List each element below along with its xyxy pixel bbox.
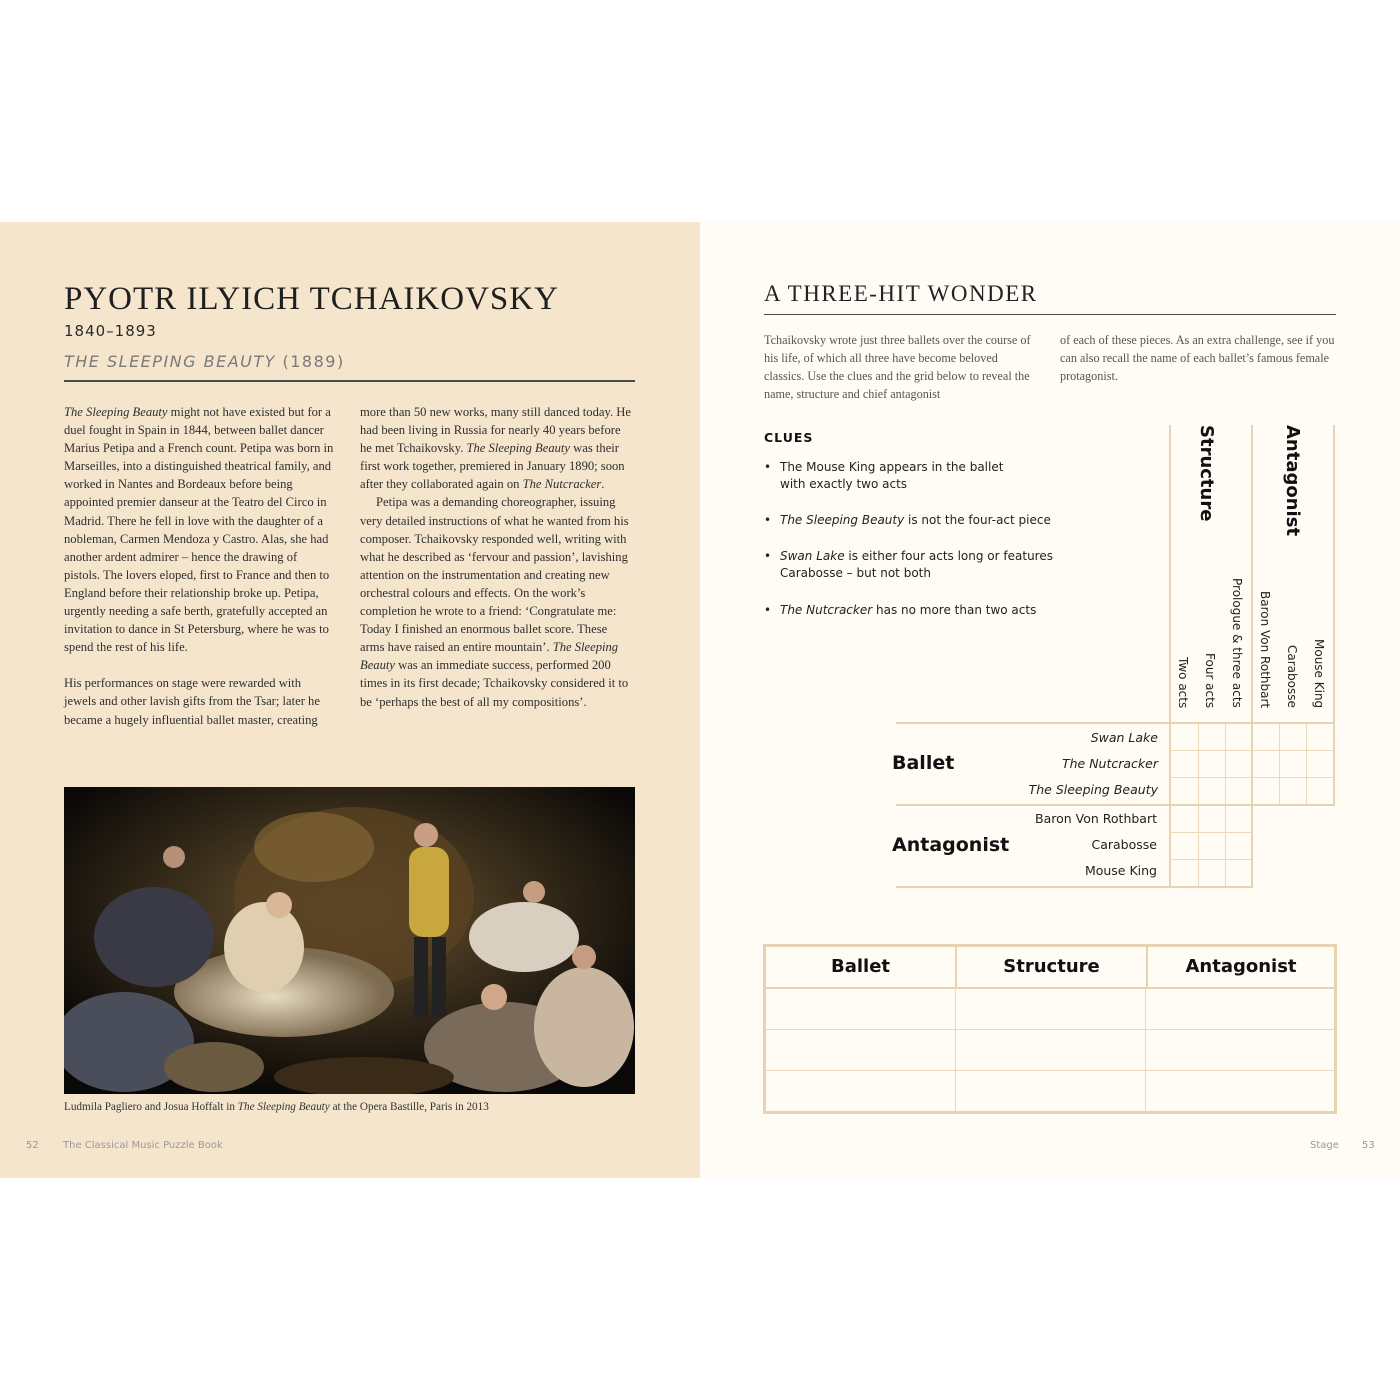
grid-divider [1333,425,1335,805]
work-year: (1889) [282,352,345,371]
composer-title: PYOTR ILYICH TCHAIKOVSKY [64,281,559,317]
clue-4: • The Nutcracker has no more than two acts [764,603,1037,617]
answer-cell[interactable] [766,989,956,1029]
answer-cell[interactable] [1146,1071,1334,1111]
row-label-nutcracker: The Nutcracker [1061,756,1158,771]
right-page-number: 53 [1362,1140,1375,1151]
row-label-sleeping-beauty: The Sleeping Beauty [1028,782,1158,797]
intro-column-2: of each of these pieces. As an extra challenge, see if you can also recall the name of each ballet’s famous female protagonist. [1060,333,1335,384]
grid-cell-line [1198,724,1199,804]
answer-cell[interactable] [1146,1030,1334,1070]
grid-divider [1251,425,1253,887]
structure-column-header: Structure [1196,425,1217,522]
paragraph-text: might not have existed but for a duel fought in Spain in 1844, between ballet dancer Marius Petipa and a French count. Petipa was born in Marseilles, into a distinguished theatrical family, and worked in Nantes and Bordeaux before being appointed premier danseur at the Teatro del Circo in Madrid. There he fell in love with the daughter of a nobleman, Carmen Mendoza y Castro. Alas, she had another ardent admirer – hence the drawing of pistols. The lovers eloped, first to France and then to England before their relationship broke up. Petipa, urgently needing a safe berth, gratefully accepted an invitation to dance in St Petersburg, where he was to spend the rest of his life. [64,405,334,655]
ballet-photo [64,787,635,1094]
grid-rule [896,886,1253,888]
left-page-number: 52 [26,1140,39,1151]
grid-rule [896,804,1335,806]
answer-header-ballet: Ballet [766,947,957,987]
col-label-carabosse: Carabosse [1285,645,1299,708]
grid-cell-line [1171,832,1251,833]
grid-cell-line [1198,806,1199,886]
work-heading [64,352,345,371]
col-label-baron-von-rothbart: Baron Von Rothbart [1258,590,1272,708]
row-label-carabosse: Carabosse [1091,837,1157,852]
grid-cell-line [1225,806,1226,886]
answer-cell[interactable] [956,1030,1146,1070]
answer-row [766,989,1334,1030]
paragraph: more than 50 new works, many still danced today. He had been living in Russia for nearly 40 years before he met Tchaikovsky. The Sleeping Beauty was their first work together, premiered in January 1890; soon after they collaborated again on The Nutcracker. [360,405,631,492]
grid-cell-line [1171,777,1333,778]
italic-title: The Sleeping Beauty [64,405,168,419]
work-title: THE SLEEPING BEAUTY [64,352,276,371]
antagonist-row-header: Antagonist [892,834,1010,856]
answer-table-header [766,947,1334,989]
ballet-scene-illustration [64,787,635,1094]
row-label-baron-von-rothbart: Baron Von Rothbart [1035,811,1157,826]
grid-cell-line [1306,724,1307,804]
left-column-1 [64,403,336,729]
grid-cell-line [1171,750,1333,751]
right-running-title: Stage [1310,1140,1339,1151]
composer-dates: 1840–1893 [64,322,157,340]
col-label-mouse-king: Mouse King [1312,638,1326,708]
answer-header-structure: Structure [957,947,1148,987]
grid-cell-line [1225,724,1226,804]
photo-caption: Ludmila Pagliero and Josua Hoffalt in The Sleeping Beauty at the Opera Bastille, Paris in 2013 [64,1101,489,1113]
grid-divider [1169,425,1171,887]
col-label-four-acts: Four acts [1203,652,1217,708]
paragraph: His performances on stage were rewarded with jewels and other lavish gifts from the Tsar; later he became a hugely influential ballet master, creating [64,676,320,727]
title-rule [64,380,635,382]
intro-column-1: Tchaikovsky wrote just three ballets over the course of his life, of which all three have become beloved classics. Use the clues and the grid below to reveal the name, structure and chief antagonist [764,333,1031,402]
puzzle-title-rule [764,314,1336,315]
answer-row [766,1071,1334,1111]
answer-cell[interactable] [766,1030,956,1070]
row-label-mouse-king: Mouse King [1084,863,1157,878]
grid-cell-line [1279,724,1280,804]
paragraph: Petipa was a demanding choreographer, issuing very detailed instructions of what he wanted from his composer. Tchaikovsky responded well, writing with what he described as ‘fervour and passion’, lavishing attention on the instrumentation and creating new orchestral colours and effects. On the work’s completion he wrote to a friend: ‘Congratulate me: Today I finished an enormous ballet score. These arms have raised an entire mountain’. The Sleeping Beauty was an immediate success, performed 200 times in its first decade; Tchaikovsky considered it to be ‘perhaps the best of all my compositions’. [360,495,629,709]
puzzle-title: A THREE-HIT WONDER [764,281,1038,306]
grid-rule [896,722,1335,724]
left-running-title: The Classical Music Puzzle Book [63,1140,223,1151]
col-label-prologue-three-acts: Prologue & three acts [1230,578,1244,708]
col-label-two-acts: Two acts [1176,656,1190,708]
answer-table [763,944,1337,1114]
answer-header-antagonist: Antagonist [1185,956,1297,977]
clues-heading: CLUES [764,430,814,445]
answer-cell[interactable] [956,989,1146,1029]
answer-cell[interactable] [766,1071,956,1111]
answer-row [766,1030,1334,1071]
clue-2: • The Sleeping Beauty is not the four-act piece [764,513,1051,527]
ballet-row-header: Ballet [892,752,955,774]
grid-cell-line [1171,859,1251,860]
clue-1: • The Mouse King appears in the ballet with exactly two acts [764,460,1004,491]
answer-cell[interactable] [956,1071,1146,1111]
clue-3: • Swan Lake is either four acts long or features Carabosse – but not both [764,549,1053,580]
row-label-swan-lake: Swan Lake [1090,730,1158,745]
antagonist-column-header: Antagonist [1282,425,1303,537]
left-column-2 [360,403,634,711]
answer-cell[interactable] [1146,989,1334,1029]
paragraph [64,403,336,656]
